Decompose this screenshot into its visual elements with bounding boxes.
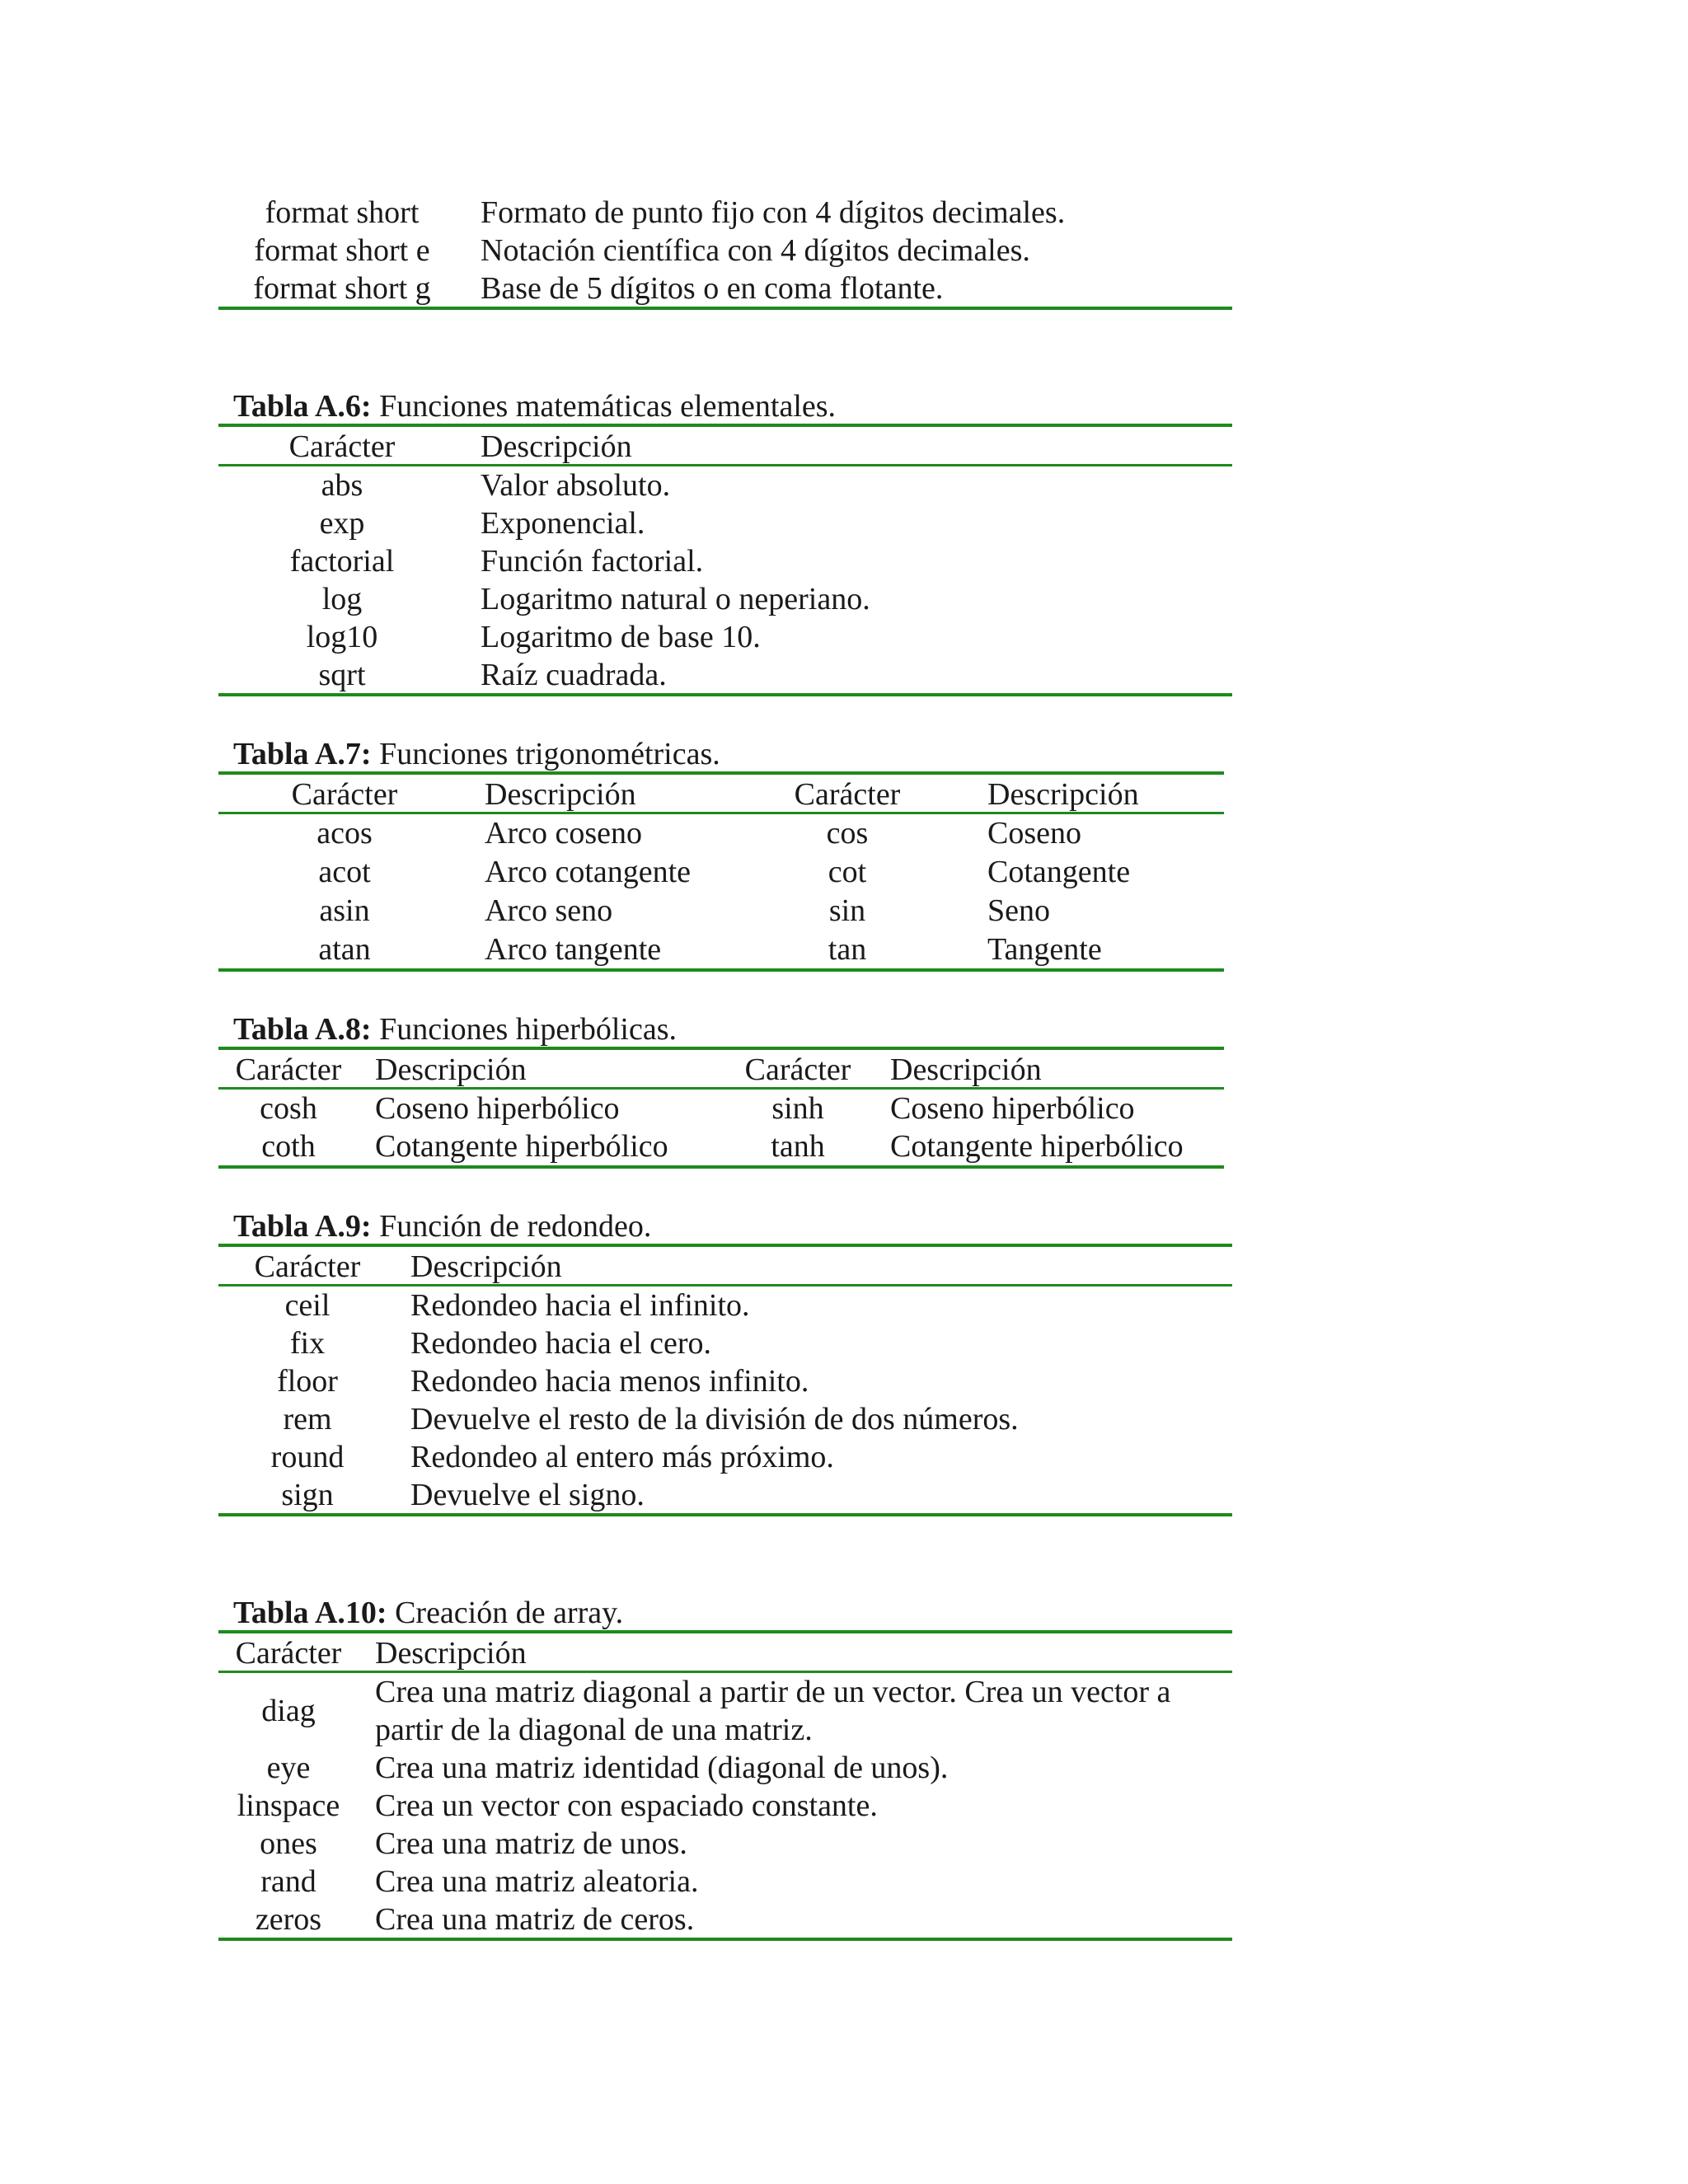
table-cell: Tangente [987, 932, 1102, 967]
table-cell: Crea una matriz de ceros. [375, 1902, 695, 1937]
table-rule [218, 1513, 1232, 1516]
format-desc: Notación científica con 4 dígitos decimales. [481, 233, 1030, 268]
table-cell: Arco cotangente [485, 855, 692, 889]
table-cell: Logaritmo de base 10. [481, 620, 761, 654]
table-caption [233, 387, 836, 425]
table-cell: sqrt [318, 658, 366, 692]
table-cell: Arco seno [485, 893, 613, 928]
column-header: Descripción [890, 1052, 1042, 1087]
table-rule [218, 693, 1232, 696]
table-caption [233, 1010, 677, 1048]
format-char: format short [265, 195, 420, 230]
table-cell: log [321, 582, 363, 616]
table-cell: rand [260, 1864, 316, 1899]
table-cell: ones [260, 1826, 317, 1861]
table-cell: Redondeo hacia menos infinito. [410, 1364, 809, 1399]
table-cell: Devuelve el resto de la división de dos números. [410, 1402, 1019, 1436]
table-label: Tabla A.9: [233, 1209, 372, 1244]
table-cell: cot [828, 855, 867, 889]
table-cell: rem [283, 1402, 332, 1436]
table-cell: factorial [289, 544, 395, 579]
column-header: Descripción [375, 1052, 527, 1087]
table-cell: Cotangente hiperbólico [375, 1129, 668, 1164]
table-cell: asin [319, 893, 370, 928]
table-cell: tanh [771, 1129, 825, 1164]
table-cell: linspace [237, 1788, 340, 1823]
table-rule [218, 1938, 1232, 1941]
table-cell: atan [318, 932, 371, 967]
column-header: Carácter [235, 1636, 342, 1671]
table-cell: Seno [987, 893, 1050, 928]
table-cell: Crea una matriz identidad (diagonal de unos). [375, 1750, 949, 1785]
table-label: Tabla A.10: [233, 1596, 387, 1630]
table-cell: Redondeo hacia el infinito. [410, 1288, 750, 1323]
table-rule [218, 1630, 1232, 1633]
table-cell: eye [266, 1750, 311, 1785]
table-cell: partir de la diagonal de una matriz. [375, 1713, 813, 1747]
table-cell: Cotangente [987, 855, 1131, 889]
column-header: Carácter [235, 1052, 342, 1087]
table-cell: Cotangente hiperbólico [890, 1129, 1184, 1164]
table-rule [218, 1047, 1224, 1050]
format-char: format short e [254, 233, 430, 268]
table-cell: Crea un vector con espaciado constante. [375, 1788, 878, 1823]
table-title: Funciones trigonométricas. [371, 737, 720, 771]
table-cell: exp [319, 506, 365, 541]
table-cell: Logaritmo natural o neperiano. [481, 582, 870, 616]
table-rule [218, 968, 1224, 972]
table-cell: Crea una matriz de unos. [375, 1826, 687, 1861]
table-cell: Coseno hiperbólico [890, 1091, 1135, 1126]
table-caption [233, 735, 720, 773]
table-caption [233, 1207, 651, 1245]
table-cell: Redondeo al entero más próximo. [410, 1440, 834, 1474]
table-cell: sin [828, 893, 866, 928]
table-cell: cosh [260, 1091, 317, 1126]
column-header: Carácter [254, 1249, 361, 1284]
format-desc: Formato de punto fijo con 4 dígitos decimales. [481, 195, 1066, 230]
table-cell: acot [318, 855, 371, 889]
table-cell: Devuelve el signo. [410, 1478, 645, 1512]
table-label: Tabla A.7: [233, 737, 372, 771]
table-cell: abs [321, 468, 363, 503]
table-cell: sinh [771, 1091, 824, 1126]
table-cell: Crea una matriz aleatoria. [375, 1864, 699, 1899]
table-cell: cos [826, 816, 869, 851]
column-header: Carácter [291, 777, 398, 812]
table-title: Creación de array. [387, 1596, 624, 1630]
column-header: Descripción [485, 777, 636, 812]
table-cell: fix [289, 1326, 326, 1361]
table-title: Funciones hiperbólicas. [371, 1012, 677, 1047]
table-cell: Coseno hiperbólico [375, 1091, 620, 1126]
table-cell: acos [316, 816, 373, 851]
table-cell: Exponencial. [481, 506, 645, 541]
table-rule [218, 1165, 1224, 1169]
column-header: Carácter [744, 1052, 851, 1087]
column-header: Descripción [987, 777, 1139, 812]
column-header: Descripción [410, 1249, 562, 1284]
table-cell: Valor absoluto. [481, 468, 671, 503]
table-cell: Raíz cuadrada. [481, 658, 667, 692]
table-cell: diag [261, 1694, 316, 1728]
column-header: Carácter [288, 429, 396, 464]
table-label: Tabla A.6: [233, 389, 372, 424]
table-rule [218, 1244, 1232, 1247]
table-caption [233, 1594, 623, 1632]
table-cell: tan [828, 932, 867, 967]
table-rule [218, 424, 1232, 427]
table-cell: floor [277, 1364, 338, 1399]
table-label: Tabla A.8: [233, 1012, 372, 1047]
table-cell: coth [261, 1129, 316, 1164]
table-cell: Redondeo hacia el cero. [410, 1326, 712, 1361]
table-cell: round [270, 1440, 345, 1474]
column-header: Descripción [375, 1636, 527, 1671]
table-title: Función de redondeo. [371, 1209, 652, 1244]
table-cell: Coseno [987, 816, 1081, 851]
table-cell: Función factorial. [481, 544, 704, 579]
format-desc: Base de 5 dígitos o en coma flotante. [481, 271, 944, 306]
column-header: Carácter [794, 777, 901, 812]
table-cell: Arco coseno [485, 816, 642, 851]
table-cell: Arco tangente [485, 932, 662, 967]
table-cell: ceil [284, 1288, 331, 1323]
table-cell: Crea una matriz diagonal a partir de un vector. Crea un vector a [375, 1675, 1171, 1709]
table-cell: log10 [306, 620, 378, 654]
column-header: Descripción [481, 429, 632, 464]
format-char: format short g [253, 271, 431, 306]
table-cell: zeros [255, 1902, 322, 1937]
table-rule [218, 307, 1232, 310]
table-title: Funciones matemáticas elementales. [371, 389, 837, 424]
table-rule [218, 771, 1224, 775]
table-cell: sign [281, 1478, 334, 1512]
